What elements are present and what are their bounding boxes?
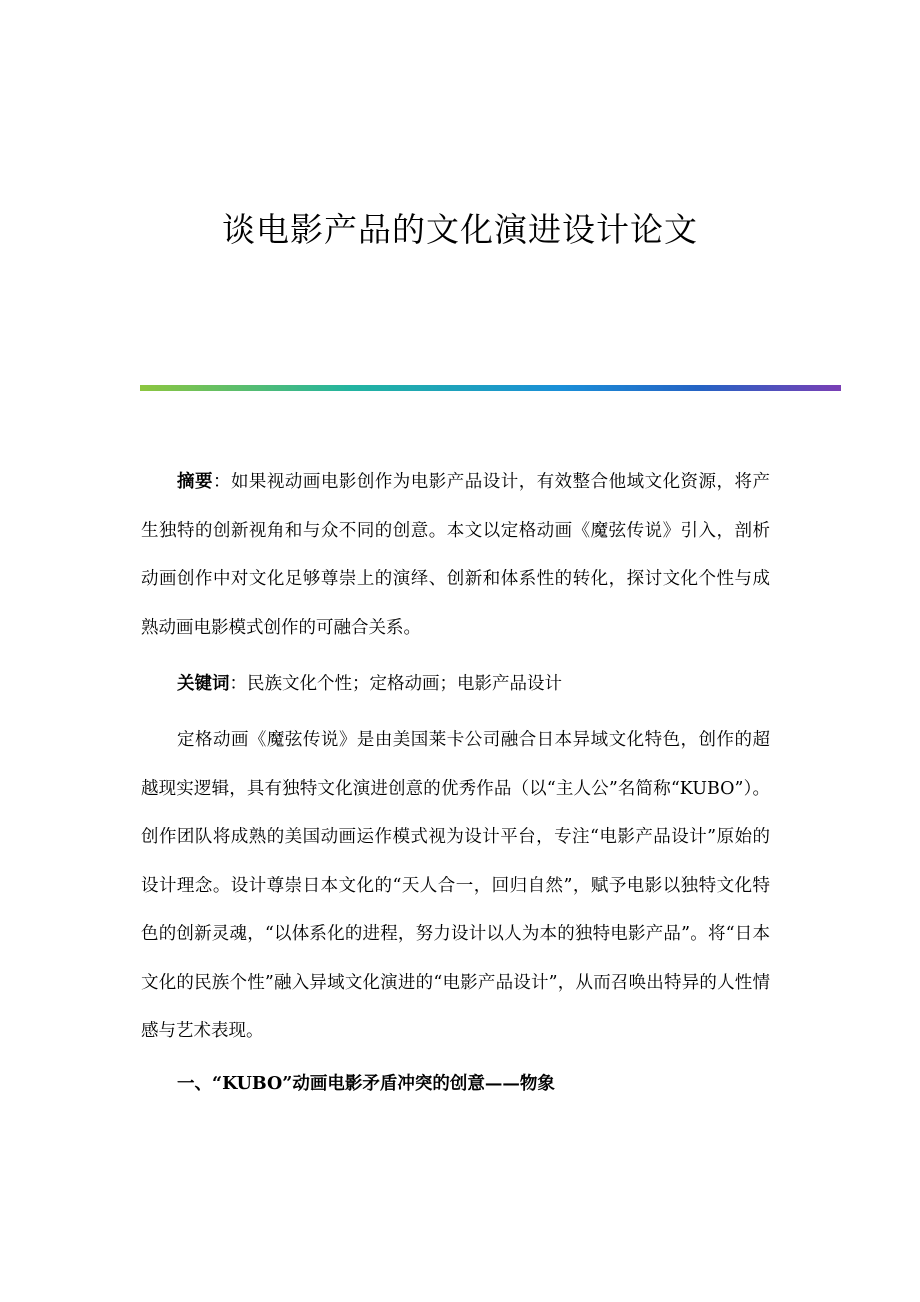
title-divider xyxy=(140,385,841,391)
section-heading: 一、“KUBO”动画电影矛盾冲突的创意——物象 xyxy=(177,1074,555,1094)
abstract-text: 如果视动画电影创作为电影产品设计，有效整合他域文化资源，将产生独特的创新视角和与众不同的创意。本文以定格动画《魔弦传说》引入，剖析动画创作中对文化足够尊崇上的演绎、创新和体系性的转化，探讨文化个性与成熟动画电影模式创作的可融合关系。 xyxy=(141,472,770,638)
keywords-paragraph xyxy=(141,660,770,709)
abstract-label: 摘要 xyxy=(177,472,213,492)
keywords-separator: ： xyxy=(229,674,247,694)
body-paragraph: 定格动画《魔弦传说》是由美国莱卡公司融合日本异域文化特色，创作的超越现实逻辑，具有独特文化演进创意的优秀作品（以“主人公”名简称“KUBO”）。创作团队将成熟的美国动画运作模式视为设计平台，专注“电影产品设计”原始的设计理念。设计尊崇日本文化的“天人合一，回归自然”，赋予电影以独特文化特色的创新灵魂，“以体系化的进程，努力设计以人为本的独特电影产品”。将“日本文化的民族个性”融入异域文化演进的“电影产品设计”，从而召唤出特异的人性情感与艺术表现。 xyxy=(141,730,770,1041)
abstract-paragraph xyxy=(141,458,770,652)
document-title: 谈电影产品的文化演进设计论文 xyxy=(222,210,698,249)
abstract-separator: ： xyxy=(212,472,231,492)
keywords-label: 关键词 xyxy=(177,674,230,694)
keywords-text: 民族文化个性；定格动画；电影产品设计 xyxy=(247,674,562,694)
